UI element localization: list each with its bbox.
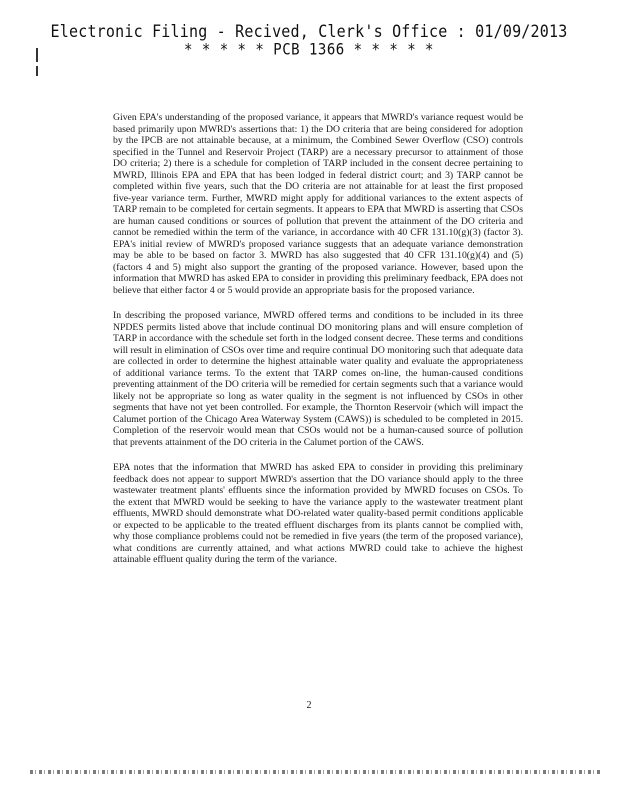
- page-number: 2: [306, 700, 312, 711]
- scan-artifact-strip: [30, 770, 600, 774]
- margin-mark: [36, 66, 38, 76]
- margin-mark: [36, 48, 38, 62]
- paragraph-1: Given EPA's understanding of the proposed variance, it appears that MWRD's variance request would be based primarily upon MWRD's assertions that: 1) the DO criteria that are being considered for adoption by the IPCB are not attainable because, at a minimum, the Combined Sewer Overflow (CSO) controls specified in the Tunnel and Reservoir Project (TARP) are a necessary precursor to attainment of those DO criteria; 2) there is a schedule for completion of TARP included in the consent decree pertaining to MWRD, Illinois EPA and EPA that has been lodged in federal district court; and 3) TARP cannot be completed within five years, such that the DO criteria are not attainable for at least the first proposed five-year variance term. Further, MWRD might apply for additional variances to the extent aspects of TARP remain to be completed for certain segments. It appears to EPA that MWRD is asserting that CSOs are human caused conditions or sources of pollution that prevent the attainment of the DO criteria and cannot be remedied within the term of the variance, in accordance with 40 CFR 131.10(g)(3) (factor 3). EPA's initial review of MWRD's proposed variance suggests that an adequate variance demonstration may be able to be based on factor 3. MWRD has also suggested that 40 CFR 131.10(g)(4) and (5) (factors 4 and 5) might also support the granting of the proposed variance. However, based upon the information that MWRD has asked EPA to consider in providing this preliminary feedback, EPA does not believe that either factor 4 or 5 would provide an appropriate basis for the proposed variance.: [113, 112, 523, 296]
- paragraph-3: EPA notes that the information that MWRD has asked EPA to consider in providing this preliminary feedback does not appear to support MWRD's assertion that the DO variance should apply to the three wastewater treatment plants' effluents since the information provided by MWRD focuses on CSOs. To the extent that MWRD would be seeking to have the variance apply to the wastewater treatment plant effluents, MWRD should demonstrate what DO-related water quality-based permit conditions applicable or expected to be applicable to the treated effluent discharges from its plants cannot be complied with, why those compliance problems could not be remedied in five years (the term of the proposed variance), what conditions are currently attained, and what actions MWRD could take to achieve the highest attainable effluent quality during the term of the variance.: [113, 462, 523, 565]
- filing-stamp-line: Electronic Filing - Recived, Clerk's Office : 01/09/2013: [50, 20, 568, 42]
- paragraph-2: In describing the proposed variance, MWRD offered terms and conditions to be included in its three NPDES permits listed above that include continual DO monitoring plans and will ensure completion of TARP in accordance with the schedule set forth in the lodged consent decree. These terms and conditions will result in elimination of CSOs over time and require continual DO monitoring such that adequate data are collected in order to determine the highest attainable water quality and evaluate the appropriateness of additional variance terms. To the extent that TARP comes on-line, the human-caused conditions preventing attainment of the DO criteria will be remedied for certain segments such that a variance would likely not be appropriate so long as water quality in the segment is not influenced by CSOs in other segments that have not yet been controlled. For example, the Thornton Reservoir (which will impact the Calumet portion of the Chicago Area Waterway System (CAWS)) is scheduled to be completed in 2015. Completion of the reservoir would mean that CSOs would not be a human-caused source of pollution that prevents attainment of the DO criteria in the Calumet portion of the CAWS.: [113, 310, 523, 448]
- document-body: [113, 112, 523, 580]
- case-number-line: * * * * * PCB 1366 * * * * *: [183, 40, 434, 60]
